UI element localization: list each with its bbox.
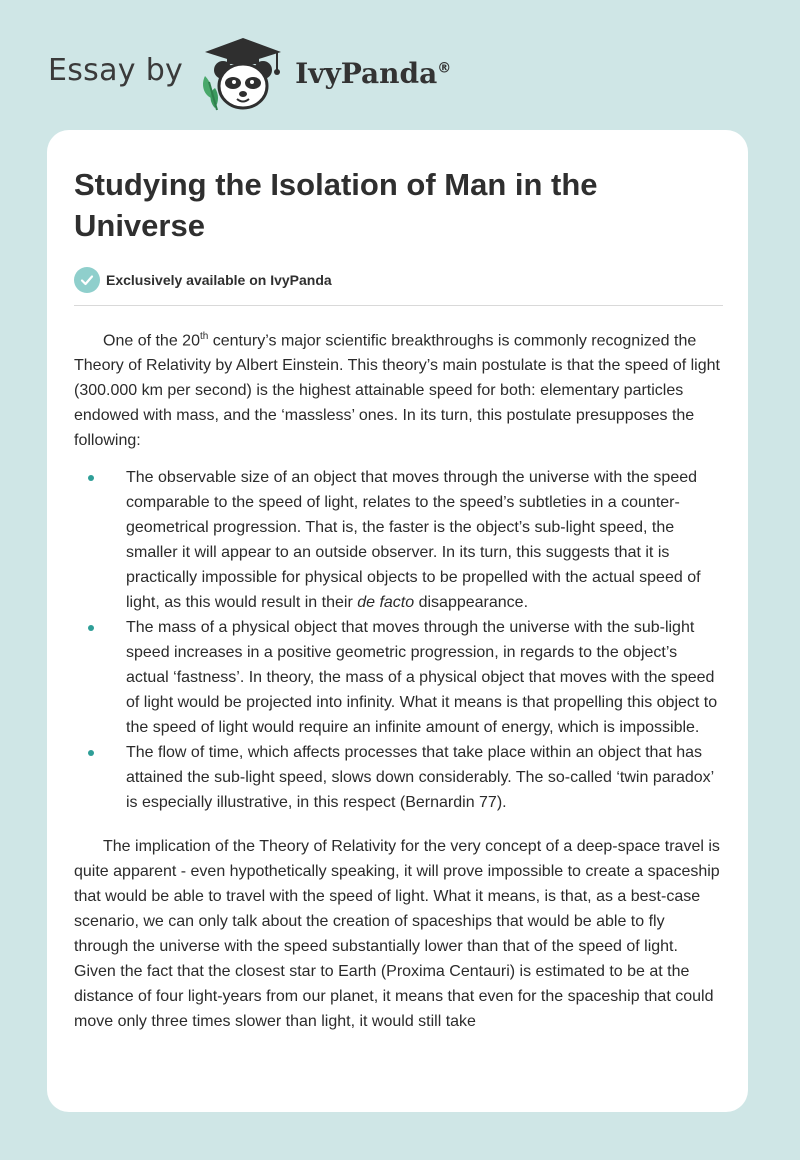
body-paragraph: The implication of the Theory of Relativity for the very concept of a deep-space travel is quite apparent - even hypothetically speaking, it will prove impossible to create a spaceship that would be able to travel with the speed of light. What it means, is that, as a best-case scenario, we can only talk about the creation of spaceships that would be able to fly through the universe with the speed substantially lower than that of the speed of light. Given the fact that the closest star to Earth (Proxima Centauri) is estimated to be at the distance of four light-years from our planet, it means that even for the spaceship that could move only three times slower than light, it would still take [74,838,720,1031]
page-title: Studying the Isolation of Man in the Universe [74,167,598,243]
bullet-list [74,465,722,815]
divider [74,305,723,306]
intro-text-rest: century’s major scientific breakthroughs is commonly recognized the Theory of Relativity by Albert Einstein. This theory’s main postulate is that the speed of light (300.000 km per second) is the highest attainable speed for both: elementary particles endowed with mass, and the ‘massless’ ones. In its turn, this postulate presupposes the following: [74,332,720,450]
bullet-text: The mass of a physical object that moves through the universe with the sub-light speed increases in a positive geometric progression, in regards to the object’s actual ‘fastness’. In theory, the mass of a physical object that moves with the speed of light would be projected into infinity. What it means is that propelling this object to the speed of light would require an infinite amount of energy, which is impossible. [126,619,718,737]
brand-text: IvyPanda [295,56,438,90]
list-item [74,615,722,740]
bullet-emphasis: de facto [357,594,415,612]
list-item [74,740,722,815]
bullet-text: The flow of time, which affects processes that take place within an object that has attained the sub-light speed, slows down considerably. The so-called ‘twin paradox’ is especially illustrative, in this respect (Bernardin 77). [126,744,714,812]
registered-mark: ® [437,60,452,77]
check-circle-icon [74,267,100,293]
exclusive-badge-text: Exclusively available on IvyPanda [106,272,332,288]
intro-paragraph [74,324,722,453]
list-item [74,465,722,615]
intro-text-start: One of the 20 [103,332,200,350]
ivy-leaf-icon [203,76,218,110]
brand-name[interactable] [295,57,451,90]
bullet-dot [88,475,94,481]
essay-card [47,130,748,1112]
exclusive-badge [74,266,722,294]
site-header [48,34,451,114]
bullet-text: The observable size of an object that moves through the universe with the speed comparable to the speed of light, relates to the speed’s subtleties in a counter-geometrical progression. That is, the faster is the object’s sub-light speed, the smaller it will appear to an outside observer. In its turn, this suggests that it is practically impossible for physical objects to be propelled with the actual speed of light, as this would result in their [126,469,701,612]
intro-superscript: th [199,331,209,342]
panda-graduation-cap-icon[interactable] [197,36,289,112]
bullet-text-end: disappearance. [414,594,529,612]
essay-content [74,164,722,1034]
essay-by-label: Essay by [48,52,184,88]
bullet-dot [88,750,94,756]
bullet-dot [88,625,94,631]
